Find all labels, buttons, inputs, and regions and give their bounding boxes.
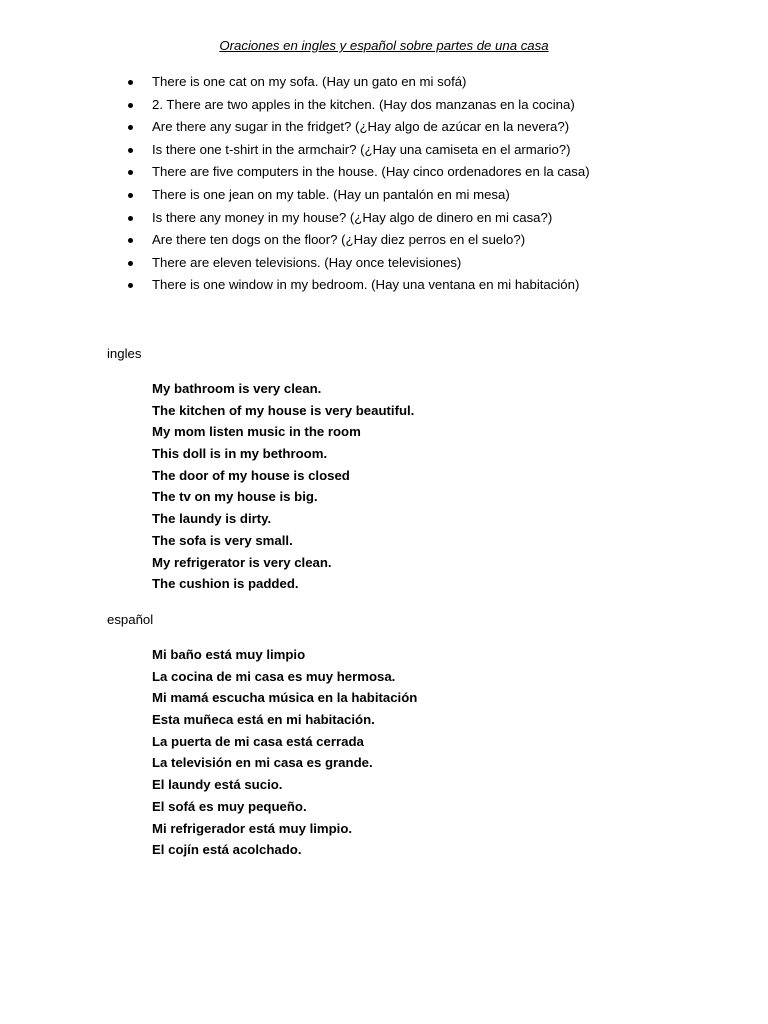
bullet-text: There is one jean on my table. (Hay un pantalón en mi mesa) xyxy=(152,186,510,202)
bullet-text: There is one cat on my sofa. (Hay un gato en mi sofá) xyxy=(152,74,467,89)
bullet-dot-icon xyxy=(128,125,133,130)
bullet-text: Is there any money in my house? (¿Hay algo de dinero en mi casa?) xyxy=(152,209,553,225)
list-item-text: The door of my house is closed xyxy=(152,467,350,483)
list-item-text: My refrigerator is very clean. xyxy=(152,554,332,570)
bullet-text: There are eleven televisions. (Hay once televisiones) xyxy=(152,254,462,270)
list-item-text: My mom listen music in the room xyxy=(152,424,361,440)
bullet-text: 2. There are two apples in the kitchen. (Hay dos manzanas en la cocina) xyxy=(152,96,575,112)
bullet-dot-icon xyxy=(128,261,133,266)
bullet-text: Are there ten dogs on the floor? (¿Hay diez perros en el suelo?) xyxy=(152,232,526,248)
list-item-text: Mi baño está muy limpio xyxy=(152,647,306,662)
bullet-dot-icon xyxy=(128,170,133,175)
bullet-text: Is there one t-shirt in the armchair? (¿Hay una camiseta en el armario?) xyxy=(152,141,571,157)
list-item-text: The laundy is dirty. xyxy=(152,511,272,527)
list-item-text: The kitchen of my house is very beautiful. xyxy=(152,402,415,418)
list-item-text: This doll is in my bethroom. xyxy=(152,446,328,462)
list-item-text: El sofá es muy pequeño. xyxy=(152,798,307,814)
list-item-text: Esta muñeca está en mi habitación. xyxy=(152,712,375,728)
bullet-text: There are five computers in the house. (Hay cinco ordenadores en la casa) xyxy=(152,164,590,180)
section-label-ingles: ingles xyxy=(107,346,142,361)
bullet-dot-icon xyxy=(128,283,133,288)
bullet-text: There is one window in my bedroom. (Hay una ventana en mi habitación) xyxy=(152,277,580,293)
bullet-dot-icon xyxy=(128,103,133,108)
document-title: Oraciones en ingles y español sobre partes de una casa xyxy=(219,38,549,53)
list-item-text: Mi mamá escucha música en la habitación xyxy=(152,690,418,706)
section-label-espanol: español xyxy=(107,612,154,627)
list-item-text: La cocina de mi casa es muy hermosa. xyxy=(152,668,396,684)
list-item-text: The tv on my house is big. xyxy=(152,489,318,505)
list-item-text: El laundy está sucio. xyxy=(152,777,283,793)
list-item-text: The cushion is padded. xyxy=(152,576,299,592)
list-item-text: La puerta de mi casa está cerrada xyxy=(152,733,364,749)
bullet-dot-icon xyxy=(128,193,133,198)
bullet-text: Are there any sugar in the fridget? (¿Hay algo de azúcar en la nevera?) xyxy=(152,119,570,135)
list-item-text: Mi refrigerador está muy limpio. xyxy=(152,820,353,836)
list-item-text: The sofa is very small. xyxy=(152,532,293,548)
list-item-text: El cojín está acolchado. xyxy=(152,842,302,858)
list-item-text: My bathroom is very clean. xyxy=(152,381,322,396)
list-item-text: La televisión en mi casa es grande. xyxy=(152,755,373,771)
bullet-dot-icon xyxy=(128,216,133,221)
bullet-dot-icon xyxy=(128,238,133,243)
bullet-dot-icon xyxy=(128,80,133,85)
bullet-dot-icon xyxy=(128,148,133,153)
